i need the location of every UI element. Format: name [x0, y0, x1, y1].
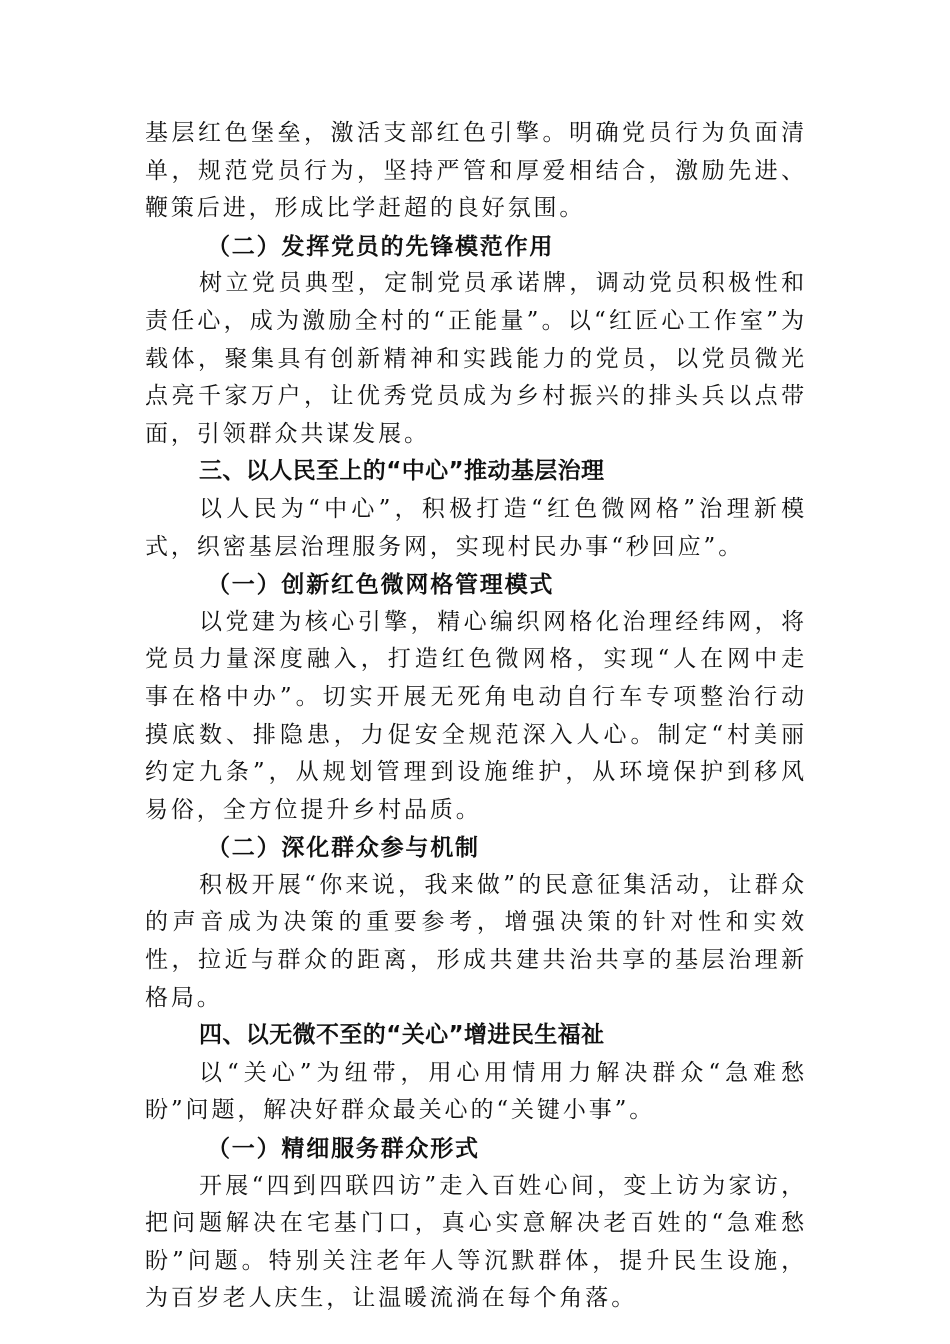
section-subheading: （一）精细服务群众形式 — [207, 1135, 480, 1163]
paragraph: 以党建为核心引擎，精心编织网格化治理经纬网，将党员力量深度融入，打造红色微网格，实现“人在网中走事在格中办”。切实开展无死角电动自行车专项整治行动摸底数、排隐患，力促安全规范深入人心。制定“村美丽约定九条”，从规划管理到设施维护，从环境保护到移风易俗，全方位提升乡村品质。 — [145, 608, 807, 823]
paragraph-continued: 基层红色堡垒，激活支部红色引擎。明确党员行为负面清单，规范党员行为，坚持严管和厚爱相结合，激励先进、鞭策后进，形成比学赶超的良好氛围。 — [145, 120, 807, 222]
section-heading: 四、以无微不至的“关心”增进民生福祉 — [199, 1022, 605, 1049]
section-subheading: （二）发挥党员的先锋模范作用 — [207, 232, 555, 260]
paragraph: 以人民为“中心”，积极打造“红色微网格”治理新模式，织密基层治理服务网，实现村民办事“秒回应”。 — [145, 495, 807, 560]
section-heading: 三、以人民至上的“中心”推动基层治理 — [199, 458, 605, 485]
paragraph: 开展“四到四联四访”走入百姓心间，变上访为家访，把问题解决在宅基门口，真心实意解决老百姓的“急难愁盼”问题。特别关注老年人等沉默群体，提升民生设施，为百岁老人庆生，让温暖流淌在每个角落。 — [145, 1172, 807, 1312]
document-body — [145, 115, 807, 1318]
paragraph: 积极开展“你来说，我来做”的民意征集活动，让群众的声音成为决策的重要参考，增强决策的针对性和实效性，拉近与群众的距离，形成共建共治共享的基层治理新格局。 — [145, 871, 807, 1011]
paragraph: 以“关心”为纽带，用心用情用力解决群众“急难愁盼”问题，解决好群众最关心的“关键小事”。 — [145, 1059, 807, 1124]
paragraph: 树立党员典型，定制党员承诺牌，调动党员积极性和责任心，成为激励全村的“正能量”。以“红匠心工作室”为载体，聚集具有创新精神和实践能力的党员，以党员微光点亮千家万户，让优秀党员成为乡村振兴的排头兵以点带面，引领群众共谋发展。 — [145, 270, 807, 447]
section-subheading: （二）深化群众参与机制 — [207, 834, 480, 862]
section-subheading: （一）创新红色微网格管理模式 — [207, 571, 555, 599]
